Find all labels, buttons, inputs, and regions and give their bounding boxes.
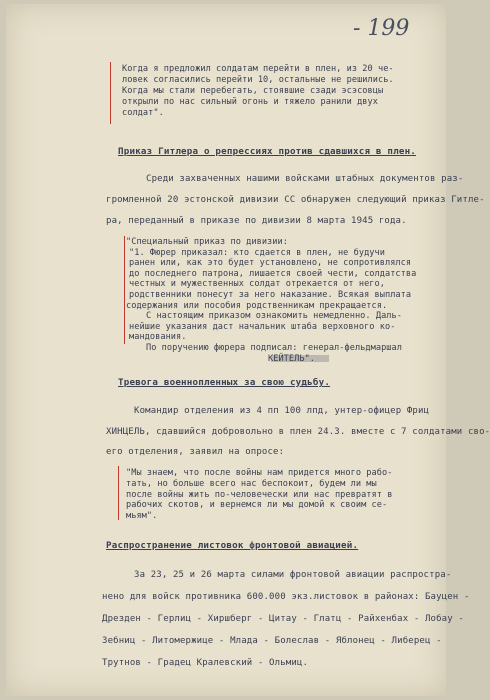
heading-pow-anxiety: Тревога военнопленных за свою судьбу.	[118, 377, 331, 388]
quote_top-line: Когда мы стали перебегать, стоявшие сзади эсэсовцы	[122, 86, 384, 96]
quote_top-line: солдат".	[122, 108, 164, 118]
order_lines-line: ранен или, как это будет установлено, не сопротивлялся	[129, 258, 412, 269]
order_lines-line: "Специальный приказ по дивизии:	[126, 237, 288, 247]
order_lines-line: родственники понесут за него наказание. Всякая выплата	[129, 290, 412, 300]
para1-line: громленной 20 эстонской дивизии СС обнаружен следующий приказ Гитле-	[106, 195, 485, 205]
page-number: - 199	[353, 16, 410, 41]
order_lines-line: содержания или пособия родственникам прекращается.	[126, 300, 388, 311]
para1-line: Среди захваченных нашими войсками штабных документов раз-	[146, 174, 464, 184]
signature-highlight	[271, 355, 329, 362]
para2-line: Командир отделения из 4 пп 100 лпд, унтер-офицер Фриц	[134, 406, 430, 416]
para3-line: Трутнов - Градец Кралевский - Ольмиц.	[102, 658, 309, 668]
quote_top-line: Когда я предложил солдатам перейти в плен, из 20 че-	[122, 64, 394, 74]
quote2-line: после войны жить по-человечески или нас превратят в	[126, 489, 393, 500]
margin-mark-top	[110, 62, 111, 124]
order_lines-line: "1. Фюрер приказал: кто сдается в плен, не будучи	[129, 247, 385, 258]
quote2-line: мьям".	[126, 511, 158, 522]
para1-line: ра, переданный в приказе по дивизии 8 марта 1945 года.	[106, 216, 407, 226]
para3-line: нено для войск противника 600.000 экз.листовок в районах: Бауцен -	[102, 592, 470, 602]
order_lines-line: нейшие указания даст начальник штаба верховного ко-	[129, 321, 396, 332]
quote2-line: "Мы знаем, что после войны нам придется много рабо-	[126, 468, 393, 478]
margin-mark-order	[124, 236, 125, 344]
para3-line: Дрезден - Герлиц - Хиршберг - Цитау - Глатц - Райхенбах - Лобау -	[102, 614, 464, 624]
para3-line: За 23, 25 и 26 марта силами фронтовой авиации распростра-	[134, 570, 452, 580]
order_lines-line: КЕЙТЕЛЬ".	[268, 353, 316, 364]
quote2-line: рабочих скотов, и вернемся ли мы домой к своим се-	[126, 500, 388, 511]
quote_top-line: ловек согласились перейти 10, остальные не решились.	[122, 75, 394, 85]
para3-line: Зебниц - Литомержице - Млада - Болеслав - Яблонец - Либерец -	[102, 636, 442, 646]
order_lines-line: мандования.	[129, 332, 187, 343]
document-page	[6, 4, 490, 696]
order_lines-line: С настоящим приказом ознакомить немедленно. Даль-	[146, 311, 402, 322]
quote_top-line: открыли по нас сильный огонь и тяжело ранили двух	[122, 97, 378, 107]
margin-mark-quote	[118, 466, 119, 520]
para2-line: ХИНЦЕЛЬ, сдавшийся добровольно в плен 24.3. вместе с 7 солдатами сво-	[106, 426, 490, 437]
order_lines-line: честных и мужественных солдат отрекается от него,	[129, 279, 385, 290]
para2-line: его отделения, заявил на опросе:	[106, 447, 285, 457]
quote2-line: тать, но больше всего нас беспокоит, будем ли мы	[126, 478, 377, 489]
order_lines-line: По поручению фюрера подписал: генерал-фельдмаршал	[146, 343, 402, 353]
heading-leaflets: Распространение листовок фронтовой авиацией.	[106, 540, 359, 551]
order_lines-line: до последнего патрона, лишается своей чести, солдатства	[129, 268, 417, 279]
heading-hitler-order: Приказ Гитлера о репрессиях против сдавшихся в плен.	[118, 146, 417, 157]
